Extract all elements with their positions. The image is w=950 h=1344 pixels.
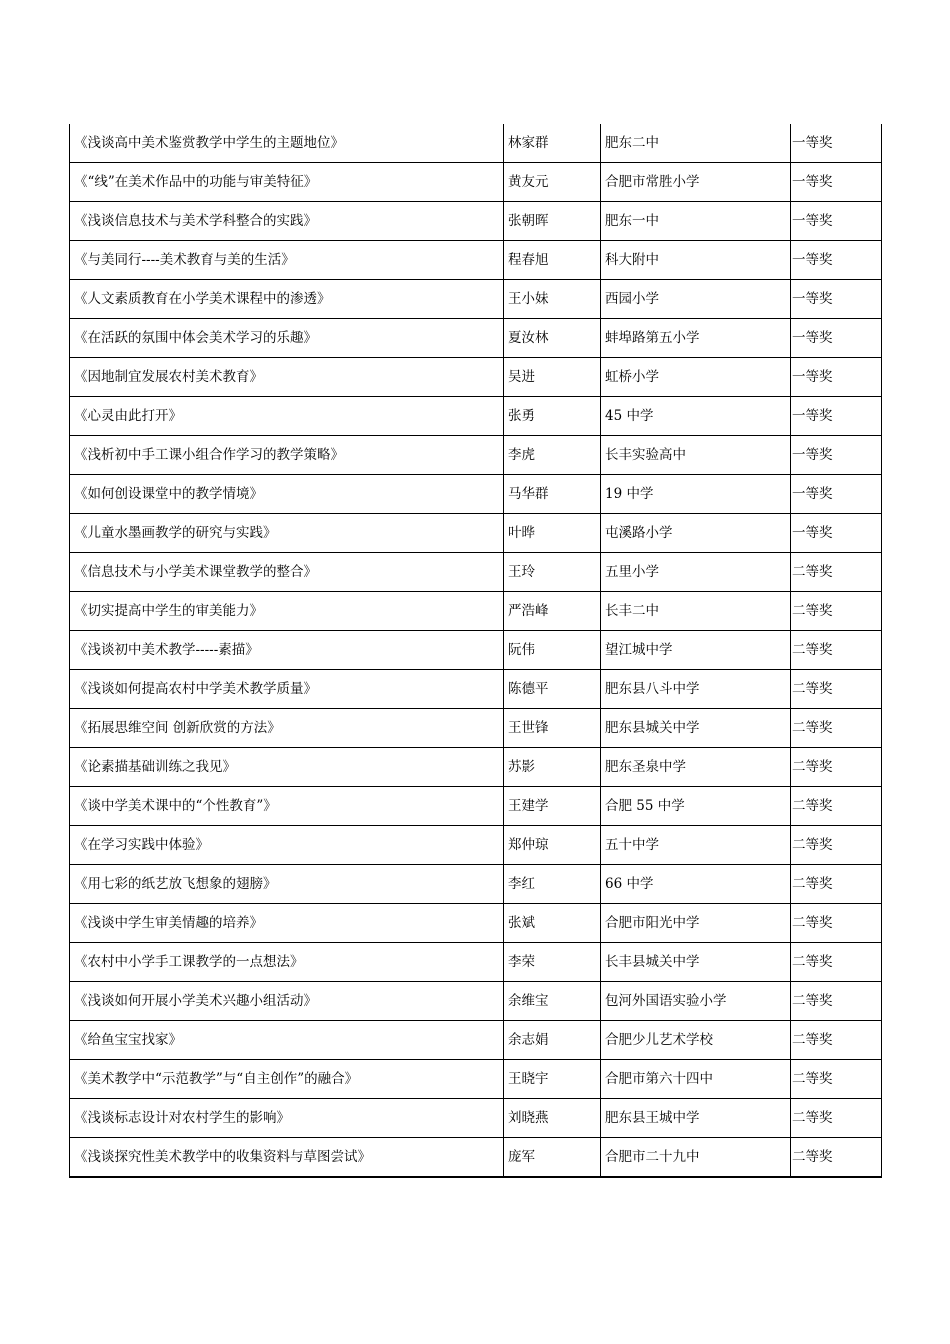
- table-row: [70, 124, 882, 163]
- school-cell: 五十中学: [601, 826, 791, 865]
- school-cell: 五里小学: [601, 553, 791, 592]
- table-row: [70, 319, 882, 358]
- paper-title-cell: 《信息技术与小学美术课堂教学的整合》: [70, 553, 504, 592]
- award-level-cell: 一等奖: [791, 475, 882, 514]
- paper-title-cell: 《给鱼宝宝找家》: [70, 1021, 504, 1060]
- paper-title-cell: 《浅谈信息技术与美术学科整合的实践》: [70, 202, 504, 241]
- paper-title-cell: 《浅谈标志设计对农村学生的影响》: [70, 1099, 504, 1138]
- author-cell: 叶晔: [504, 514, 601, 553]
- school-cell: 长丰二中: [601, 592, 791, 631]
- school-cell: 肥东县王城中学: [601, 1099, 791, 1138]
- author-cell: 林家群: [504, 124, 601, 163]
- paper-title-cell: 《浅谈初中美术教学-----素描》: [70, 631, 504, 670]
- award-level-cell: 二等奖: [791, 787, 882, 826]
- paper-title-cell: 《心灵由此打开》: [70, 397, 504, 436]
- award-level-cell: 一等奖: [791, 163, 882, 202]
- school-cell: 屯溪路小学: [601, 514, 791, 553]
- author-cell: 庞军: [504, 1138, 601, 1178]
- table-row: [70, 592, 882, 631]
- table-row: [70, 280, 882, 319]
- award-level-cell: 二等奖: [791, 865, 882, 904]
- author-cell: 刘晓燕: [504, 1099, 601, 1138]
- table-row: [70, 631, 882, 670]
- award-level-cell: 一等奖: [791, 241, 882, 280]
- table-row: [70, 241, 882, 280]
- author-cell: 夏汝林: [504, 319, 601, 358]
- author-cell: 王玲: [504, 553, 601, 592]
- author-cell: 张朝晖: [504, 202, 601, 241]
- school-cell: 合肥 55 中学: [601, 787, 791, 826]
- author-cell: 张斌: [504, 904, 601, 943]
- award-level-cell: 二等奖: [791, 1138, 882, 1178]
- paper-title-cell: 《与美同行----美术教育与美的生活》: [70, 241, 504, 280]
- school-cell: 合肥市第六十四中: [601, 1060, 791, 1099]
- author-cell: 程春旭: [504, 241, 601, 280]
- award-level-cell: 二等奖: [791, 748, 882, 787]
- table-row: [70, 553, 882, 592]
- author-cell: 王小妹: [504, 280, 601, 319]
- table-row: [70, 397, 882, 436]
- author-cell: 李红: [504, 865, 601, 904]
- table-row: [70, 1138, 882, 1178]
- award-level-cell: 一等奖: [791, 124, 882, 163]
- award-level-cell: 二等奖: [791, 670, 882, 709]
- award-level-cell: 一等奖: [791, 514, 882, 553]
- school-cell: 合肥市常胜小学: [601, 163, 791, 202]
- school-cell: 包河外国语实验小学: [601, 982, 791, 1021]
- school-cell: 19 中学: [601, 475, 791, 514]
- paper-title-cell: 《在学习实践中体验》: [70, 826, 504, 865]
- table-row: [70, 709, 882, 748]
- award-level-cell: 一等奖: [791, 358, 882, 397]
- author-cell: 马华群: [504, 475, 601, 514]
- table-row: [70, 475, 882, 514]
- author-cell: 王世锋: [504, 709, 601, 748]
- paper-title-cell: 《儿童水墨画教学的研究与实践》: [70, 514, 504, 553]
- table-row: [70, 787, 882, 826]
- author-cell: 陈德平: [504, 670, 601, 709]
- paper-title-cell: 《谈中学美术课中的“个性教育”》: [70, 787, 504, 826]
- author-cell: 苏影: [504, 748, 601, 787]
- table-row: [70, 1021, 882, 1060]
- paper-title-cell: 《在活跃的氛围中体会美术学习的乐趣》: [70, 319, 504, 358]
- award-level-cell: 一等奖: [791, 280, 882, 319]
- award-table: [69, 124, 882, 1178]
- paper-title-cell: 《浅谈如何开展小学美术兴趣小组活动》: [70, 982, 504, 1021]
- author-cell: 李荣: [504, 943, 601, 982]
- author-cell: 张勇: [504, 397, 601, 436]
- table-row: [70, 982, 882, 1021]
- school-cell: 肥东二中: [601, 124, 791, 163]
- award-level-cell: 二等奖: [791, 904, 882, 943]
- paper-title-cell: 《浅析初中手工课小组合作学习的教学策略》: [70, 436, 504, 475]
- paper-title-cell: 《浅谈高中美术鉴赏教学中学生的主题地位》: [70, 124, 504, 163]
- award-level-cell: 二等奖: [791, 592, 882, 631]
- author-cell: 吴进: [504, 358, 601, 397]
- paper-title-cell: 《农村中小学手工课教学的一点想法》: [70, 943, 504, 982]
- school-cell: 长丰县城关中学: [601, 943, 791, 982]
- author-cell: 严浩峰: [504, 592, 601, 631]
- paper-title-cell: 《如何创设课堂中的教学情境》: [70, 475, 504, 514]
- table-row: [70, 670, 882, 709]
- table-row: [70, 748, 882, 787]
- paper-title-cell: 《切实提高中学生的审美能力》: [70, 592, 504, 631]
- school-cell: 长丰实验高中: [601, 436, 791, 475]
- table-row: [70, 826, 882, 865]
- paper-title-cell: 《美术教学中“示范教学”与“自主创作”的融合》: [70, 1060, 504, 1099]
- school-cell: 肥东圣泉中学: [601, 748, 791, 787]
- author-cell: 阮伟: [504, 631, 601, 670]
- award-level-cell: 二等奖: [791, 826, 882, 865]
- school-cell: 肥东一中: [601, 202, 791, 241]
- paper-title-cell: 《人文素质教育在小学美术课程中的渗透》: [70, 280, 504, 319]
- award-rows: [70, 124, 882, 1177]
- paper-title-cell: 《浅谈探究性美术教学中的收集资料与草图尝试》: [70, 1138, 504, 1178]
- school-cell: 合肥市阳光中学: [601, 904, 791, 943]
- table-row: [70, 163, 882, 202]
- table-row: [70, 358, 882, 397]
- table-row: [70, 904, 882, 943]
- author-cell: 余维宝: [504, 982, 601, 1021]
- author-cell: 王建学: [504, 787, 601, 826]
- author-cell: 王晓宇: [504, 1060, 601, 1099]
- school-cell: 45 中学: [601, 397, 791, 436]
- table-row: [70, 865, 882, 904]
- author-cell: 黄友元: [504, 163, 601, 202]
- award-level-cell: 二等奖: [791, 709, 882, 748]
- table-row: [70, 436, 882, 475]
- school-cell: 西园小学: [601, 280, 791, 319]
- table-row: [70, 514, 882, 553]
- author-cell: 余志娟: [504, 1021, 601, 1060]
- award-level-cell: 二等奖: [791, 1099, 882, 1138]
- award-level-cell: 一等奖: [791, 436, 882, 475]
- school-cell: 虹桥小学: [601, 358, 791, 397]
- award-level-cell: 二等奖: [791, 1060, 882, 1099]
- award-level-cell: 二等奖: [791, 1021, 882, 1060]
- award-level-cell: 二等奖: [791, 943, 882, 982]
- table-row: [70, 943, 882, 982]
- paper-title-cell: 《论素描基础训练之我见》: [70, 748, 504, 787]
- school-cell: 科大附中: [601, 241, 791, 280]
- award-level-cell: 一等奖: [791, 202, 882, 241]
- award-level-cell: 二等奖: [791, 631, 882, 670]
- paper-title-cell: 《因地制宜发展农村美术教育》: [70, 358, 504, 397]
- school-cell: 肥东县城关中学: [601, 709, 791, 748]
- author-cell: 李虎: [504, 436, 601, 475]
- table-row: [70, 1099, 882, 1138]
- paper-title-cell: 《拓展思维空间 创新欣赏的方法》: [70, 709, 504, 748]
- award-level-cell: 一等奖: [791, 397, 882, 436]
- school-cell: 66 中学: [601, 865, 791, 904]
- school-cell: 合肥市二十九中: [601, 1138, 791, 1178]
- school-cell: 合肥少儿艺术学校: [601, 1021, 791, 1060]
- table-row: [70, 1060, 882, 1099]
- paper-title-cell: 《浅谈中学生审美情趣的培养》: [70, 904, 504, 943]
- author-cell: 郑仲琼: [504, 826, 601, 865]
- paper-title-cell: 《浅谈如何提高农村中学美术教学质量》: [70, 670, 504, 709]
- school-cell: 肥东县八斗中学: [601, 670, 791, 709]
- table-row: [70, 202, 882, 241]
- award-level-cell: 二等奖: [791, 982, 882, 1021]
- school-cell: 蚌埠路第五小学: [601, 319, 791, 358]
- award-level-cell: 二等奖: [791, 553, 882, 592]
- paper-title-cell: 《用七彩的纸艺放飞想象的翅膀》: [70, 865, 504, 904]
- school-cell: 望江城中学: [601, 631, 791, 670]
- award-level-cell: 一等奖: [791, 319, 882, 358]
- paper-title-cell: 《“线”在美术作品中的功能与审美特征》: [70, 163, 504, 202]
